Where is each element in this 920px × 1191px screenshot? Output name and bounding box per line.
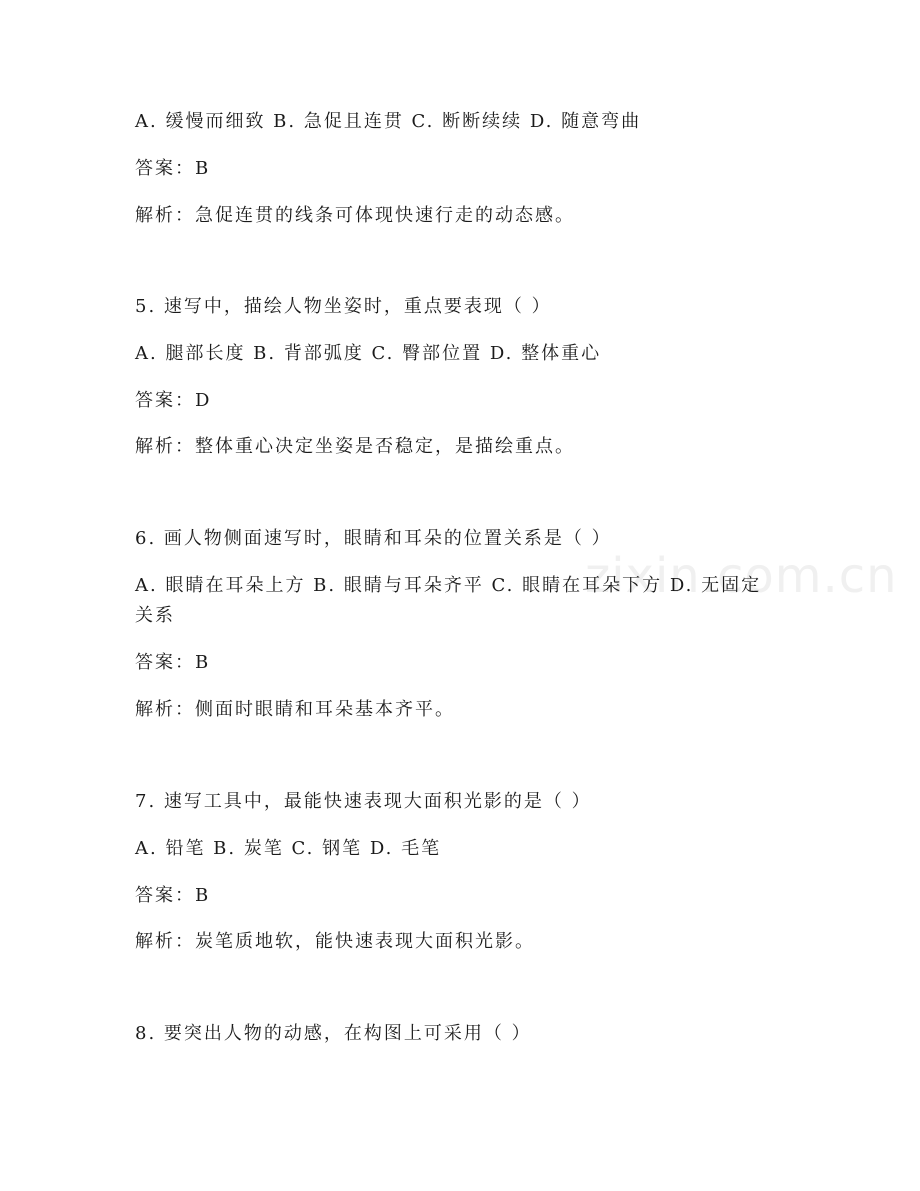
- q7-question: 7. 速写工具中，最能快速表现大面积光影的是（ ）: [135, 791, 592, 812]
- q6-analysis: 解析：侧面时眼睛和耳朵基本齐平。: [135, 699, 455, 720]
- q7-answer: 答案：B: [135, 885, 211, 906]
- q4-analysis: 解析：急促连贯的线条可体现快速行走的动态感。: [135, 205, 575, 226]
- q4-answer: 答案：B: [135, 158, 211, 179]
- q7-options: A. 铅笔 B. 炭笔 C. 钢笔 D. 毛笔: [135, 838, 442, 859]
- q6-question: 6. 画人物侧面速写时，眼睛和耳朵的位置关系是（ ）: [135, 528, 612, 549]
- q5-options: A. 腿部长度 B. 背部弧度 C. 臀部位置 D. 整体重心: [135, 343, 602, 364]
- watermark-text: zixin.com.cn: [585, 548, 898, 604]
- q6-options: A. 眼睛在耳朵上方 B. 眼睛与耳朵齐平 C. 眼睛在耳朵下方 D. 无固定关系: [135, 575, 762, 626]
- q5-analysis: 解析：整体重心决定坐姿是否稳定，是描绘重点。: [135, 436, 575, 457]
- q7-analysis: 解析：炭笔质地软，能快速表现大面积光影。: [135, 931, 535, 952]
- q5-answer: 答案：D: [135, 390, 212, 411]
- q6-answer: 答案：B: [135, 652, 211, 673]
- q4-options: A. 缓慢而细致 B. 急促且连贯 C. 断断续续 D. 随意弯曲: [135, 111, 642, 132]
- q8-question: 8. 要突出人物的动感，在构图上可采用（ ）: [135, 1023, 532, 1044]
- q5-question: 5. 速写中，描绘人物坐姿时，重点要表现（ ）: [135, 296, 552, 317]
